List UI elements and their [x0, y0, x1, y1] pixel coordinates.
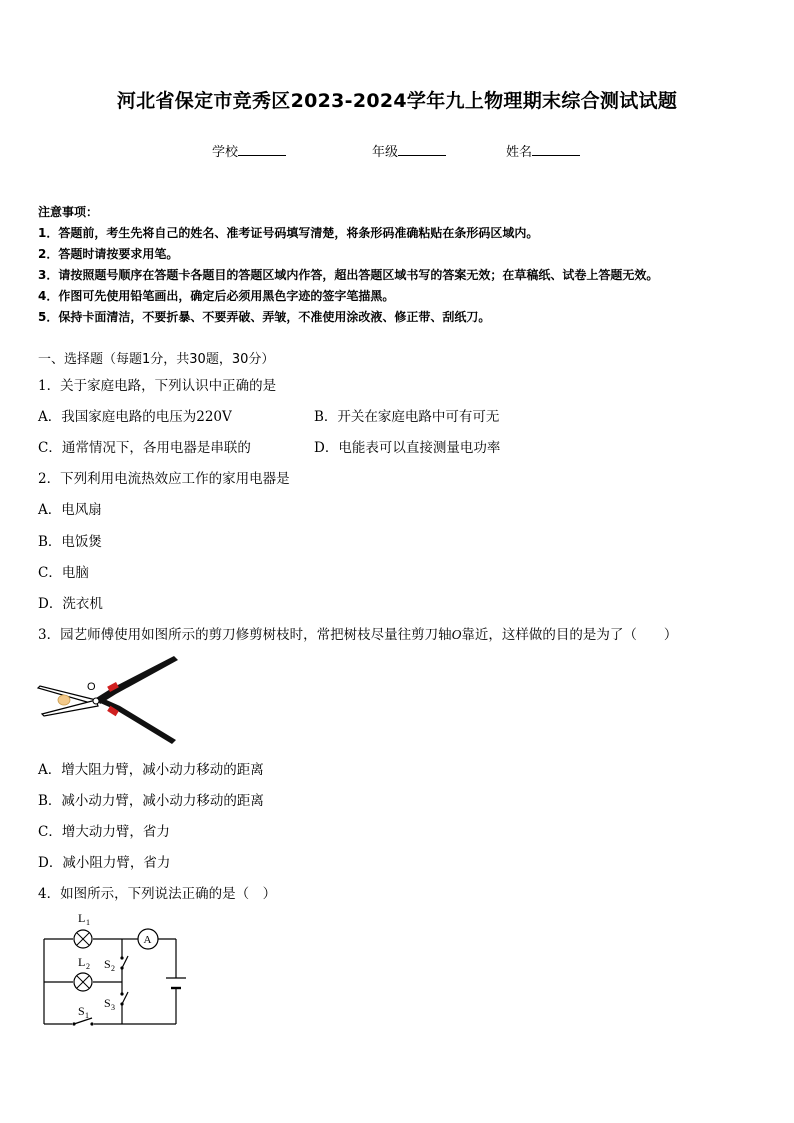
- switch-s2-sub: 2: [111, 964, 115, 973]
- question-2-option-c: C．电脑: [38, 565, 89, 581]
- question-3-stem-o: O: [451, 627, 462, 642]
- question-3-option-b: B．减小动力臂，减小动力移动的距离: [38, 793, 264, 809]
- battery: [166, 978, 186, 988]
- question-2-option-a: A．电风扇: [38, 502, 102, 518]
- question-1-option-c: C．通常情况下，各用电器是串联的: [38, 440, 251, 456]
- question-2-option-d: D．洗衣机: [38, 596, 103, 612]
- pivot-o: [93, 698, 99, 704]
- school-label: 学校: [212, 145, 239, 160]
- switch-s3: [120, 992, 128, 1006]
- name-field: [506, 141, 580, 160]
- question-3-stem: [38, 623, 677, 643]
- switch-s1: [72, 1018, 94, 1026]
- question-3-stem-post: 靠近，这样做的目的是为了（ ）: [461, 627, 678, 643]
- question-3-option-c: C．增大动力臂，省力: [38, 824, 170, 840]
- notice-item: 1．答题前，考生先将自己的姓名、准考证号码填写清楚，将条形码准确粘贴在条形码区域内。: [38, 226, 539, 240]
- section-heading: 一、选择题（每题1分，共30题，30分）: [38, 352, 275, 367]
- notice-heading: 注意事项：: [38, 205, 99, 219]
- lamp-l1-label: L: [78, 911, 86, 925]
- switch-s1-sub: 1: [85, 1011, 89, 1020]
- notice-item: 4．作图可先使用铅笔画出，确定后必须用黑色字迹的签字笔描黑。: [38, 289, 395, 303]
- name-blank: [532, 143, 580, 156]
- branch: [58, 695, 70, 705]
- grade-label: 年级: [372, 145, 399, 160]
- question-1-option-d: D．电能表可以直接测量电功率: [314, 440, 501, 456]
- circuit-figure: [36, 908, 196, 1032]
- lamp-l1: [74, 930, 92, 948]
- name-label: 姓名: [506, 145, 533, 160]
- notice-item: 2．答题时请按要求用笔。: [38, 247, 179, 261]
- lamp-l2: [74, 973, 92, 991]
- question-2-option-b: B．电饭煲: [38, 534, 102, 550]
- school-blank: [238, 143, 286, 156]
- notice-item: 3．请按照题号顺序在答题卡各题目的答题区域内作答，超出答题区域书写的答案无效；在草稿纸、试卷上答题无效。: [38, 268, 659, 282]
- question-2-stem: 2．下列利用电流热效应工作的家用电器是: [38, 471, 290, 487]
- lamp-l2-sub: 2: [86, 962, 90, 971]
- switch-s3-sub: 3: [111, 1003, 115, 1012]
- shears-figure: [36, 648, 186, 748]
- switch-s1-label: S: [78, 1004, 85, 1018]
- ammeter: [138, 929, 158, 949]
- question-3-option-d: D．减小阻力臂，省力: [38, 855, 171, 871]
- switch-s2-label: S: [104, 957, 111, 971]
- lamp-l2-label: L: [78, 955, 86, 969]
- school-field: [212, 141, 286, 160]
- ammeter-label: A: [143, 934, 152, 946]
- question-4-stem: 4．如图所示，下列说法正确的是（ ）: [38, 886, 277, 902]
- question-3-stem-pre: 3．园艺师傅使用如图所示的剪刀修剪树枝时，常把树枝尽量往剪刀轴: [38, 627, 452, 643]
- notice-item: 5．保持卡面清洁，不要折暴、不要弄破、弄皱，不准使用涂改液、修正带、刮纸刀。: [38, 310, 491, 324]
- shears-upper-handle: [96, 656, 178, 704]
- question-3-option-a: A．增大阻力臂，减小动力移动的距离: [38, 762, 264, 778]
- shears-lower-blade: [42, 700, 98, 716]
- shears-lower-handle: [98, 698, 176, 744]
- question-1-option-b: B．开关在家庭电路中可有可无: [314, 409, 500, 425]
- switch-s2: [120, 956, 128, 970]
- question-1-option-a: A．我国家庭电路的电压为220V: [38, 409, 232, 425]
- page-title: 河北省保定市竞秀区2023-2024学年九上物理期末综合测试试题: [116, 90, 678, 112]
- question-1-stem: 1．关于家庭电路，下列认识中正确的是: [38, 378, 277, 394]
- grade-field: [372, 141, 446, 160]
- switch-s3-label: S: [104, 996, 111, 1010]
- lamp-l1-sub: 1: [86, 918, 90, 927]
- pivot-label: O: [87, 681, 96, 693]
- grade-blank: [398, 143, 446, 156]
